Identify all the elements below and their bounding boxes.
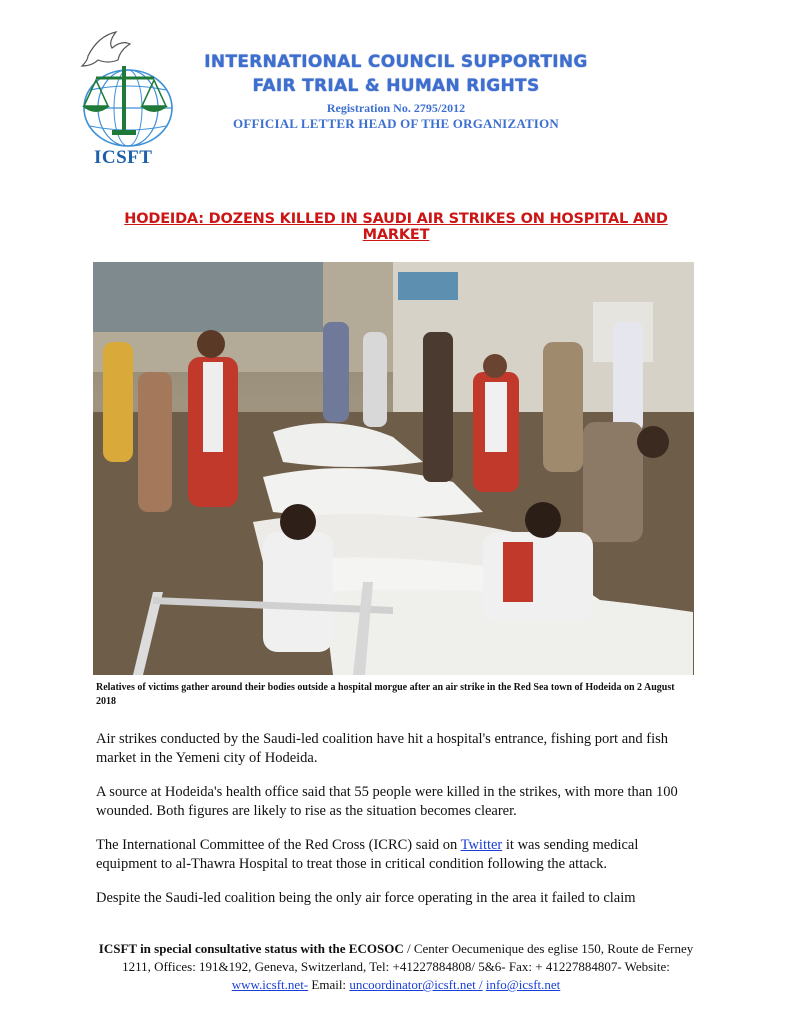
organization-header xyxy=(186,50,606,132)
email-link-coordinator[interactable]: uncoordinator@icsft.net / xyxy=(349,977,483,992)
registration-number: Registration No. 2795/2012 xyxy=(326,101,466,115)
org-name-line-2: FAIR TRIAL & HUMAN RIGHTS xyxy=(252,76,540,96)
footer-email-label: Email: xyxy=(308,977,350,992)
paragraph-3 xyxy=(96,836,696,874)
paragraph-1: Air strikes conducted by the Saudi-led coalition have hit a hospital's entrance, fishing port and fish market in the Yemeni city of Hodeida. xyxy=(96,731,668,766)
twitter-link[interactable]: Twitter xyxy=(460,837,503,853)
organization-logo xyxy=(68,26,180,171)
article-headline: HODEIDA: DOZENS KILLED IN SAUDI AIR STRIKES ON HOSPITAL AND MARKET xyxy=(124,211,668,243)
org-name-line-1: INTERNATIONAL COUNCIL SUPPORTING xyxy=(204,52,588,72)
photo-caption: Relatives of victims gather around their bodies outside a hospital morgue after an air strike in the Red Sea town of Hodeida on 2 August 2018 xyxy=(96,682,675,707)
dove-scales-icon xyxy=(68,26,180,156)
page-footer xyxy=(96,940,696,994)
paragraph-3-start: The International Committee of the Red Cross (ICRC) said on xyxy=(96,837,461,853)
photo-illustration xyxy=(93,262,694,675)
footer-status: ICSFT in special consultative status with the ECOSOC xyxy=(98,941,404,956)
logo-text: ICSFT xyxy=(94,147,153,168)
paragraph-2: A source at Hodeida's health office said that 55 people were killed in the strikes, with more than 100 wounded. Both figures are likely to rise as the situation becomes clearer. xyxy=(96,784,678,819)
paragraph-4: Despite the Saudi-led coalition being the only air force operating in the area it failed to claim xyxy=(96,890,636,906)
letterhead-label: OFFICIAL LETTER HEAD OF THE ORGANIZATION xyxy=(233,116,559,131)
news-photo xyxy=(93,262,694,675)
article-body xyxy=(96,730,696,923)
website-link[interactable]: www.icsft.net- xyxy=(231,977,309,992)
email-link-info[interactable]: info@icsft.net xyxy=(485,977,561,992)
footer-address: / Center Oecumenique des eglise 150, Route de Ferney 1211, Offices: 191&192, Geneva, Switzerland, Tel: +41227884808/ 5&6- Fax: + 41227884807- Website: xyxy=(122,941,694,974)
paragraph-3-end: it was sending medical equipment to al-Thawra Hospital to treat those in critical condition following the attack. xyxy=(96,837,639,872)
